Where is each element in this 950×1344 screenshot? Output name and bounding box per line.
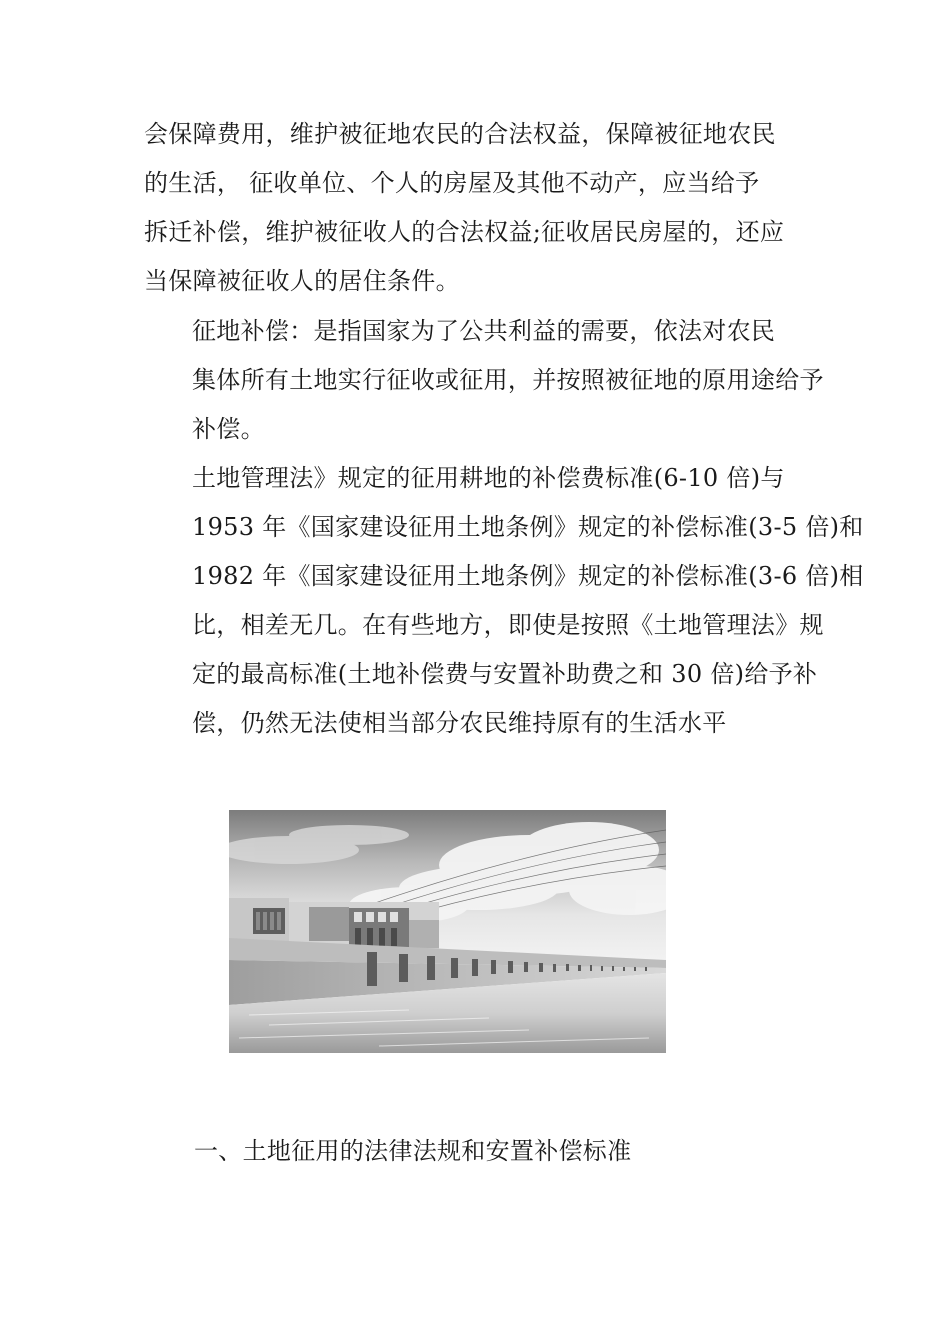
text-line: 征地补偿：是指国家为了公共利益的需要，依法对农民 xyxy=(192,317,776,345)
paragraph-compensation-standards xyxy=(144,454,864,748)
text-line: 拆迁补偿，维护被征收人的合法权益;征收居民房屋的，还应 xyxy=(144,218,785,246)
text-line: 1982 年《国家建设征用土地条例》规定的补偿标准(3-6 倍)相 xyxy=(192,562,864,590)
paragraph-land-compensation-definition xyxy=(144,307,824,454)
text-line: 的生活， 征收单位、个人的房屋及其他不动产，应当给予 xyxy=(144,169,760,197)
text-line: 比，相差无几。在有些地方，即使是按照《土地管理法》规 xyxy=(192,611,824,639)
text-line: 土地管理法》规定的征用耕地的补偿费标准(6-10 倍)与 xyxy=(192,464,785,492)
text-line: 当保障被征收人的居住条件。 xyxy=(144,267,460,295)
text-line: 会保障费用，维护被征地农民的合法权益，保障被征地农民 xyxy=(144,120,776,148)
text-line: 补偿。 xyxy=(192,415,265,443)
paragraph-social-security xyxy=(144,110,809,306)
dam-photo xyxy=(229,810,666,1053)
section-heading: 一、土地征用的法律法规和安置补偿标准 xyxy=(194,1137,632,1165)
text-line: 偿，仍然无法使相当部分农民维持原有的生活水平 xyxy=(192,709,727,737)
text-line: 集体所有土地实行征收或征用，并按照被征地的原用途给予 xyxy=(192,366,824,394)
text-line: 1953 年《国家建设征用土地条例》规定的补偿标准(3-5 倍)和 xyxy=(192,513,864,541)
text-line: 定的最高标准(土地补偿费与安置补助费之和 30 倍)给予补 xyxy=(192,660,818,688)
